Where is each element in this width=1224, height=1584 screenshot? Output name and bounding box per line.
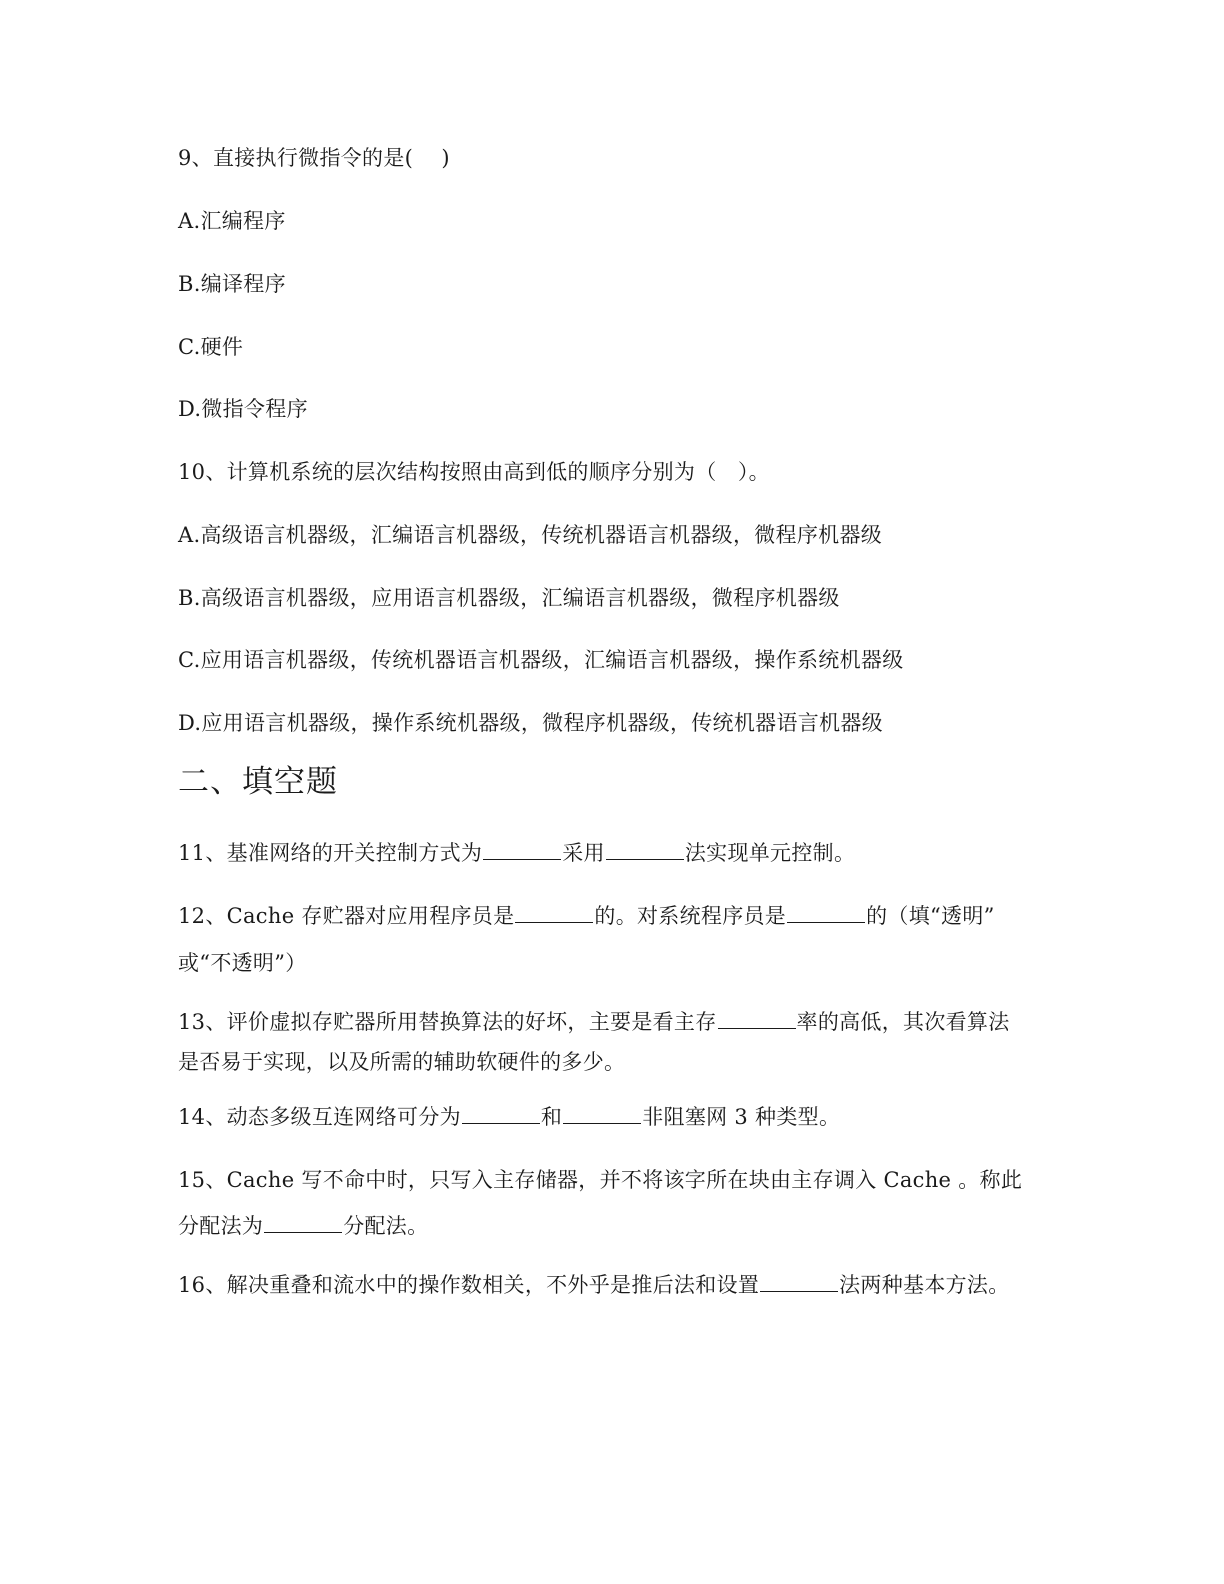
question-12-continued: 或“不透明”） bbox=[178, 951, 307, 975]
question-11-text-1: 11、基准网络的开关控制方式为 bbox=[178, 841, 483, 865]
question-12-text-1: 12、Cache 存贮器对应用程序员是 bbox=[178, 904, 515, 928]
question-11-text-3: 法实现单元控制。 bbox=[684, 841, 856, 865]
answer-blank bbox=[718, 1008, 796, 1029]
answer-blank bbox=[264, 1212, 342, 1233]
answer-blank bbox=[515, 902, 593, 923]
question-15: 15、Cache 写不命中时，只写入主存储器，并不将该字所在块由主存调入 Cache 。称此 bbox=[178, 1168, 1023, 1192]
question-9-option-a: A.汇编程序 bbox=[178, 209, 286, 233]
question-12-text-2: 的。对系统程序员是 bbox=[594, 904, 787, 928]
question-16 bbox=[178, 1270, 1010, 1300]
answer-blank bbox=[462, 1103, 540, 1124]
question-11-text-2: 采用 bbox=[562, 841, 605, 865]
question-13-text-2: 率的高低，其次看算法 bbox=[796, 1010, 1010, 1034]
question-15-text-3: 分配法。 bbox=[343, 1214, 429, 1238]
question-10-option-a: A.高级语言机器级，汇编语言机器级，传统机器语言机器级，微程序机器级 bbox=[178, 523, 883, 547]
question-9-option-c: C.硬件 bbox=[178, 335, 244, 359]
question-14 bbox=[178, 1102, 840, 1132]
question-10-option-c: C.应用语言机器级，传统机器语言机器级，汇编语言机器级，操作系统机器级 bbox=[178, 648, 904, 672]
question-13-continued: 是否易于实现，以及所需的辅助软硬件的多少。 bbox=[178, 1050, 626, 1074]
question-13 bbox=[178, 1007, 1010, 1037]
question-14-text-3: 非阻塞网 3 种类型。 bbox=[642, 1105, 841, 1129]
question-11 bbox=[178, 838, 855, 868]
question-12 bbox=[178, 901, 995, 931]
question-16-text-2: 法两种基本方法。 bbox=[839, 1273, 1010, 1297]
answer-blank bbox=[760, 1271, 838, 1292]
answer-blank bbox=[483, 839, 561, 860]
answer-blank bbox=[787, 902, 865, 923]
question-10-option-b: B.高级语言机器级，应用语言机器级，汇编语言机器级，微程序机器级 bbox=[178, 586, 840, 610]
question-12-text-3: 的（填“透明” bbox=[866, 904, 995, 928]
question-9-stem: 9、直接执行微指令的是( ) bbox=[178, 146, 450, 170]
question-9-option-d: D.微指令程序 bbox=[178, 397, 308, 421]
answer-blank bbox=[563, 1103, 641, 1124]
question-16-text-1: 16、解决重叠和流水中的操作数相关，不外乎是推后法和设置 bbox=[178, 1273, 760, 1297]
section-heading-fill-in: 二、填空题 bbox=[178, 764, 338, 800]
question-14-text-1: 14、动态多级互连网络可分为 bbox=[178, 1105, 461, 1129]
question-10-stem: 10、计算机系统的层次结构按照由高到低的顺序分别为（ ）。 bbox=[178, 460, 770, 484]
question-13-text-1: 13、评价虚拟存贮器所用替换算法的好坏，主要是看主存 bbox=[178, 1010, 717, 1034]
question-14-text-2: 和 bbox=[540, 1105, 563, 1129]
question-15-continued bbox=[178, 1211, 428, 1241]
answer-blank bbox=[606, 839, 684, 860]
question-15-text-2: 分配法为 bbox=[178, 1214, 264, 1238]
question-9-option-b: B.编译程序 bbox=[178, 272, 286, 296]
question-10-option-d: D.应用语言机器级，操作系统机器级，微程序机器级，传统机器语言机器级 bbox=[178, 711, 883, 735]
